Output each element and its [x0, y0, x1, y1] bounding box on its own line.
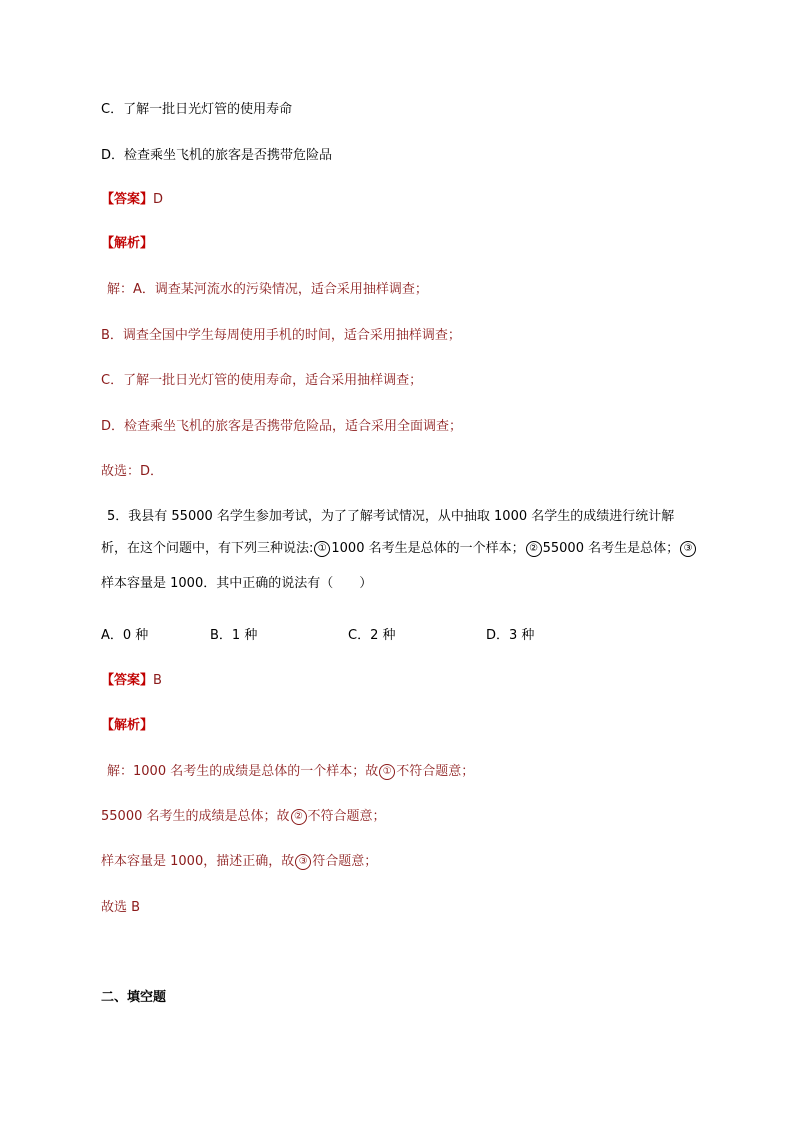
answer-value: B	[153, 673, 162, 688]
q5-analysis-line-2: 55000 名考生的成绩是总体；故 ② 不符合题意；	[101, 809, 386, 824]
section-title: 二、填空题	[101, 990, 167, 1005]
circled-number-1: ①	[314, 541, 330, 557]
q4-analysis-line-4: D．检查乘坐飞机的旅客是否携带危险品，适合采用全面调查；	[101, 419, 463, 434]
q5-analysis-line-3: 样本容量是 1000，描述正确，故 ③ 符合题意；	[101, 854, 378, 869]
answer-label: 【答案】	[101, 673, 154, 688]
q5-option-d: D．3 种	[486, 628, 535, 643]
q5-stem-line-3: 样本容量是 1000．其中正确的说法有（ ）	[101, 576, 373, 591]
q4-analysis-line-1: 解：A．调查某河流水的污染情况，适合采用抽样调查；	[107, 282, 428, 297]
answer-label: 【答案】	[101, 192, 154, 207]
q5-option-a: A．0 种	[101, 628, 149, 643]
circled-number-2: ②	[291, 809, 307, 825]
q4-analysis-line-2: B．调查全国中学生每周使用手机的时间，适合采用抽样调查；	[101, 328, 461, 343]
q4-analysis-label: 【解析】	[101, 236, 154, 251]
q5-analysis-label: 【解析】	[101, 718, 154, 733]
q5-analysis-line-4: 故选 B	[101, 900, 141, 915]
q5-stem-line-2: 析，在这个问题中，有下列三种说法: ① 1000 名考生是总体的一个样本； ② 55000 名考生是总体； ③	[101, 539, 697, 559]
circled-number-3: ③	[295, 854, 311, 870]
q4-analysis-line-5: 故选：D．	[101, 464, 164, 479]
circled-number-1: ①	[379, 764, 395, 780]
q4-analysis-line-3: C．了解一批日光灯管的使用寿命，适合采用抽样调查；	[101, 373, 423, 388]
q5-option-b: B．1 种	[210, 628, 258, 643]
q5-stem-line-1: 5．我县有 55000 名学生参加考试，为了了解考试情况，从中抽取 1000 名学生的成绩进行统计解	[107, 509, 675, 524]
prev-option-d: D．检查乘坐飞机的旅客是否携带危险品	[101, 148, 333, 163]
q5-answer	[101, 671, 162, 691]
prev-option-c: C．了解一批日光灯管的使用寿命	[101, 102, 293, 117]
q5-analysis-line-1: 解：1000 名考生的成绩是总体的一个样本；故 ① 不符合题意；	[107, 764, 475, 779]
q5-option-c: C．2 种	[348, 628, 396, 643]
answer-value: D	[153, 192, 164, 207]
q4-answer	[101, 190, 163, 210]
circled-number-2: ②	[526, 541, 542, 557]
circled-number-3: ③	[680, 541, 696, 557]
